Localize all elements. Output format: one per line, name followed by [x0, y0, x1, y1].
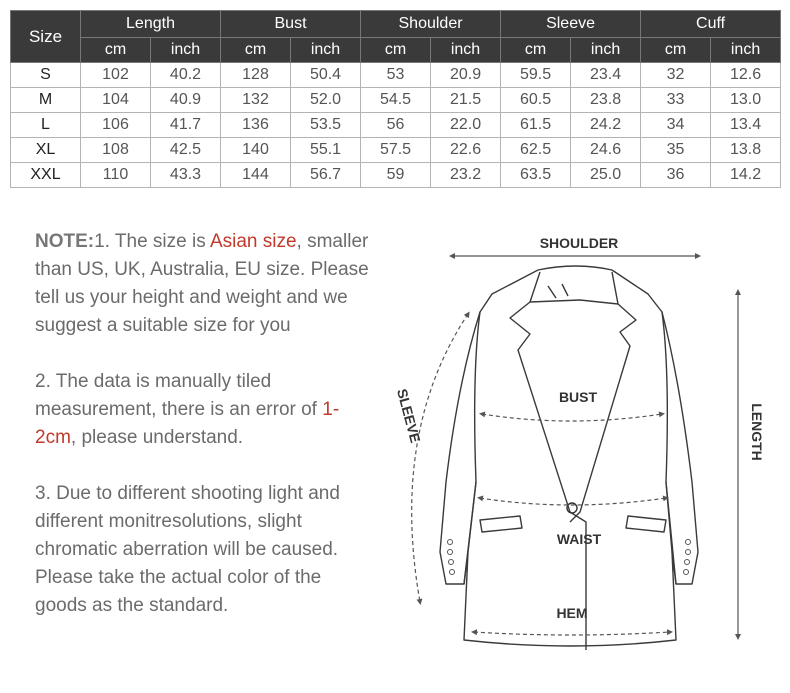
table-row [11, 163, 781, 188]
measurement-cell: 24.2 [571, 113, 641, 138]
size-chart-table [10, 10, 781, 188]
measurement-cell: 24.6 [571, 138, 641, 163]
measurement-cell: 57.5 [361, 138, 431, 163]
note-1 [35, 228, 375, 340]
measurement-cell: 22.0 [431, 113, 501, 138]
bust-measure-line [482, 414, 662, 421]
measurement-cell: 60.5 [501, 88, 571, 113]
note-2 [35, 368, 375, 452]
measurement-cell: 106 [81, 113, 151, 138]
measurement-cell: 32 [641, 63, 711, 88]
note-1-text-b: , smaller than US, UK, Australia, EU size. Please tell us your height and weight and we suggest a suitable size for you [35, 231, 369, 336]
size-cell: XXL [11, 163, 81, 188]
measurement-cell: 13.8 [711, 138, 781, 163]
measurement-cell: 35 [641, 138, 711, 163]
measurement-cell: 104 [81, 88, 151, 113]
measurement-cell: 132 [221, 88, 291, 113]
measurement-cell: 21.5 [431, 88, 501, 113]
note-1-text-a: 1. The size is [94, 231, 210, 252]
measurement-cell: 23.8 [571, 88, 641, 113]
size-cell: XL [11, 138, 81, 163]
measurement-cell: 61.5 [501, 113, 571, 138]
jacket-outline [440, 266, 698, 650]
hem-label: HEM [556, 605, 588, 621]
measurement-cell: 34 [641, 113, 711, 138]
measurement-cell: 56 [361, 113, 431, 138]
unit-header: inch [431, 38, 501, 63]
measurement-cell: 102 [81, 63, 151, 88]
hem-measure-line [474, 632, 670, 635]
sleeve-header: Sleeve [501, 11, 641, 38]
table-row [11, 138, 781, 163]
note-2-text-a: 2. The data is manually tiled measurement, there is an error of [35, 371, 323, 420]
measurement-cell: 128 [221, 63, 291, 88]
size-notes [35, 228, 375, 648]
measurement-cell: 53 [361, 63, 431, 88]
bust-label: BUST [558, 389, 598, 405]
measurement-cell: 50.4 [291, 63, 361, 88]
size-cell: S [11, 63, 81, 88]
waist-label: WAIST [556, 531, 602, 547]
table-row [11, 63, 781, 88]
size-cell: L [11, 113, 81, 138]
measurement-cell: 42.5 [151, 138, 221, 163]
jacket-measurement-diagram [380, 222, 790, 687]
measurement-cell: 62.5 [501, 138, 571, 163]
measurement-cell: 136 [221, 113, 291, 138]
note-label: NOTE: [35, 231, 95, 252]
error-range-highlight: 1-2cm [35, 399, 340, 448]
measurement-cell: 59 [361, 163, 431, 188]
table-row [11, 88, 781, 113]
size-column-header: Size [11, 11, 81, 63]
shoulder-header: Shoulder [361, 11, 501, 38]
unit-header: cm [221, 38, 291, 63]
measurement-cell: 110 [81, 163, 151, 188]
measurement-cell: 54.5 [361, 88, 431, 113]
length-label: LENGTH [749, 403, 765, 461]
measurement-cell: 25.0 [571, 163, 641, 188]
unit-header: inch [151, 38, 221, 63]
measurement-cell: 40.2 [151, 63, 221, 88]
note-3: 3. Due to different shooting light and different monitresolutions, slight chromatic aberration will be caused. Please take the actual color of the goods as the standard. [35, 483, 340, 616]
measurement-cell: 140 [221, 138, 291, 163]
table-row [11, 113, 781, 138]
measurement-cell: 56.7 [291, 163, 361, 188]
measurement-cell: 12.6 [711, 63, 781, 88]
measurement-cell: 20.9 [431, 63, 501, 88]
size-table-body [11, 63, 781, 188]
measurement-cell: 43.3 [151, 163, 221, 188]
cuff-header: Cuff [641, 11, 781, 38]
unit-header: cm [641, 38, 711, 63]
shoulder-label: SHOULDER [539, 235, 619, 251]
sleeve-label: SLEEVE [393, 386, 424, 445]
measurement-cell: 55.1 [291, 138, 361, 163]
measurement-cell: 23.4 [571, 63, 641, 88]
unit-header: inch [711, 38, 781, 63]
note-2-text-b: , please understand. [70, 427, 244, 448]
sleeve-measure-arc [412, 314, 468, 602]
measurement-cell: 13.4 [711, 113, 781, 138]
size-cell: M [11, 88, 81, 113]
measurement-cell: 22.6 [431, 138, 501, 163]
measurement-cell: 53.5 [291, 113, 361, 138]
asian-size-highlight: Asian size [209, 231, 297, 252]
unit-header: inch [571, 38, 641, 63]
measurement-cell: 33 [641, 88, 711, 113]
measurement-cell: 59.5 [501, 63, 571, 88]
measurement-cell: 63.5 [501, 163, 571, 188]
measurement-cell: 108 [81, 138, 151, 163]
jacket-illustration [380, 222, 790, 687]
measurement-cell: 41.7 [151, 113, 221, 138]
measurement-cell: 40.9 [151, 88, 221, 113]
length-header: Length [81, 11, 221, 38]
measurement-cell: 14.2 [711, 163, 781, 188]
measurement-cell: 52.0 [291, 88, 361, 113]
unit-header: cm [361, 38, 431, 63]
unit-header: cm [81, 38, 151, 63]
unit-header: cm [501, 38, 571, 63]
measurement-cell: 144 [221, 163, 291, 188]
waist-measure-line [480, 498, 666, 505]
unit-header: inch [291, 38, 361, 63]
measurement-cell: 36 [641, 163, 711, 188]
measurement-cell: 23.2 [431, 163, 501, 188]
bust-header: Bust [221, 11, 361, 38]
measurement-cell: 13.0 [711, 88, 781, 113]
